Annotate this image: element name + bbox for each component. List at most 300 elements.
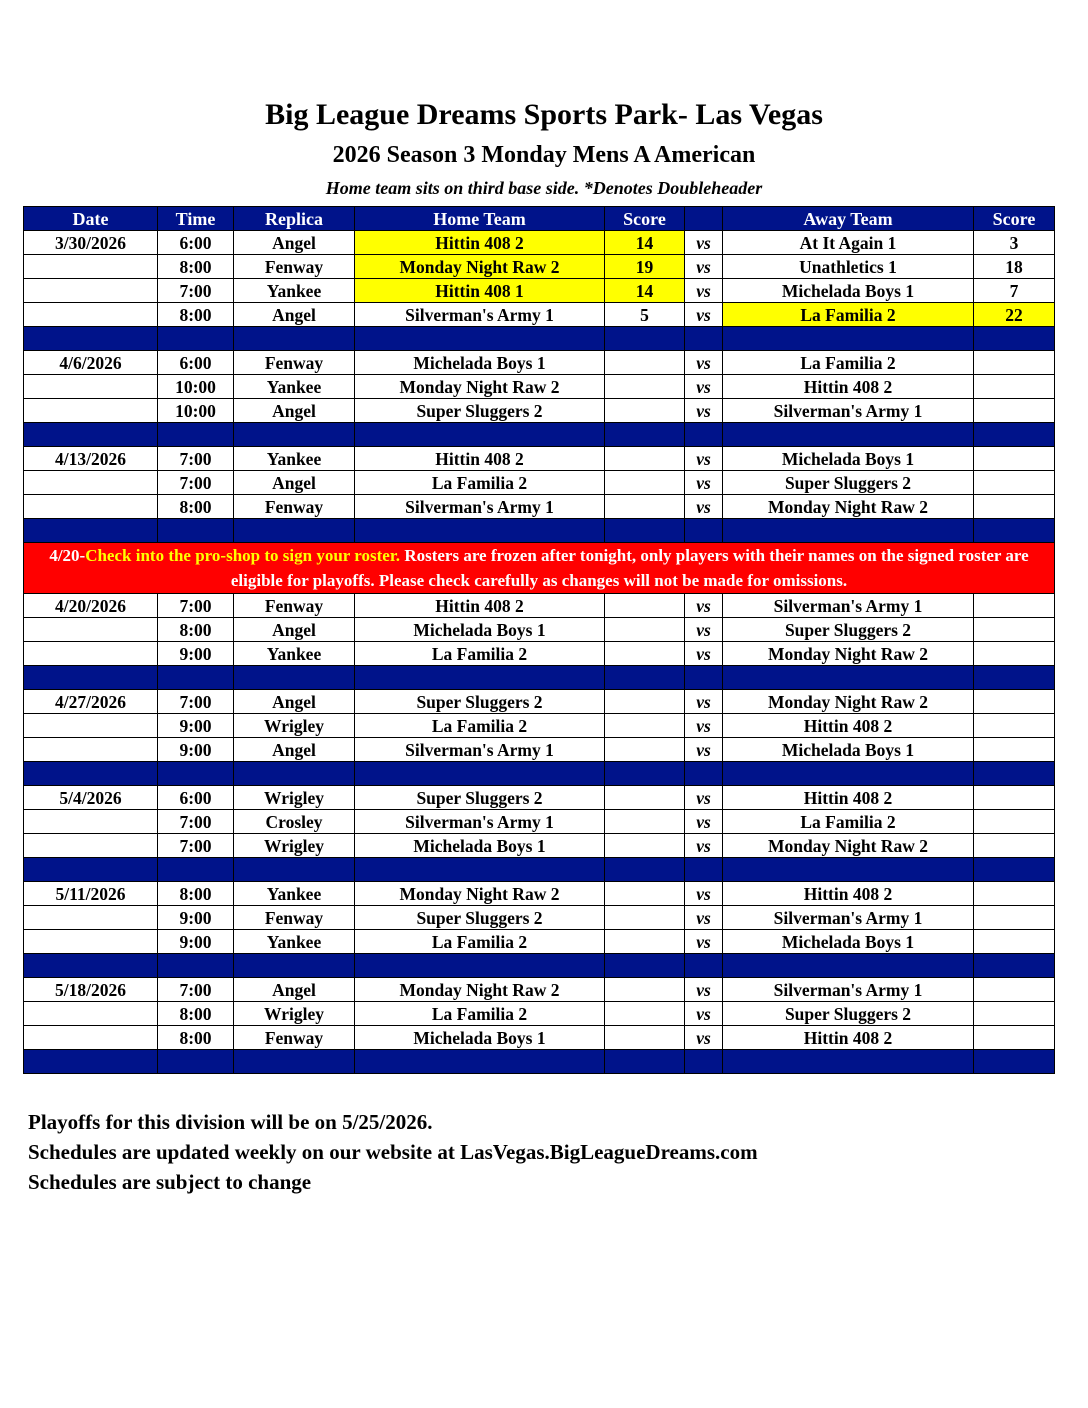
game-time: 7:00: [158, 447, 234, 471]
divider-cell: [685, 762, 723, 786]
game-row: [24, 255, 1055, 279]
divider-cell: [974, 519, 1055, 543]
home-team: La Familia 2: [355, 714, 605, 738]
home-score: 19: [605, 255, 685, 279]
divider-cell: [24, 327, 158, 351]
away-score: [974, 351, 1055, 375]
away-score: [974, 495, 1055, 519]
week-divider-row: [24, 423, 1055, 447]
divider-cell: [685, 858, 723, 882]
away-team: At It Again 1: [723, 231, 974, 255]
away-score: [974, 642, 1055, 666]
vs-label: vs: [685, 834, 723, 858]
away-score: [974, 714, 1055, 738]
divider-cell: [355, 954, 605, 978]
game-row: [24, 690, 1055, 714]
game-row: [24, 978, 1055, 1002]
divider-cell: [24, 519, 158, 543]
game-date: [24, 375, 158, 399]
divider-cell: [158, 519, 234, 543]
divider-cell: [24, 423, 158, 447]
game-time: 9:00: [158, 714, 234, 738]
vs-label: vs: [685, 786, 723, 810]
game-row: [24, 786, 1055, 810]
home-score: [605, 399, 685, 423]
home-score: [605, 642, 685, 666]
divider-cell: [158, 954, 234, 978]
away-team: Michelada Boys 1: [723, 279, 974, 303]
game-field: Angel: [234, 231, 355, 255]
divider-cell: [355, 762, 605, 786]
vs-label: vs: [685, 279, 723, 303]
game-field: Yankee: [234, 279, 355, 303]
away-team: Silverman's Army 1: [723, 399, 974, 423]
vs-label: vs: [685, 471, 723, 495]
away-score: [974, 618, 1055, 642]
home-team: Michelada Boys 1: [355, 834, 605, 858]
game-time: 8:00: [158, 882, 234, 906]
divider-cell: [355, 519, 605, 543]
week-divider-row: [24, 858, 1055, 882]
game-time: 8:00: [158, 303, 234, 327]
game-date: [24, 930, 158, 954]
away-team: Hittin 408 2: [723, 786, 974, 810]
game-field: Angel: [234, 618, 355, 642]
game-row: [24, 834, 1055, 858]
home-score: 14: [605, 231, 685, 255]
home-score: 5: [605, 303, 685, 327]
game-time: 9:00: [158, 738, 234, 762]
divider-cell: [605, 762, 685, 786]
away-team: Monday Night Raw 2: [723, 834, 974, 858]
away-score: [974, 786, 1055, 810]
away-team: La Familia 2: [723, 810, 974, 834]
home-score: [605, 594, 685, 618]
week-divider-row: [24, 666, 1055, 690]
away-team: Silverman's Army 1: [723, 906, 974, 930]
game-row: [24, 279, 1055, 303]
away-score: [974, 447, 1055, 471]
divider-cell: [355, 666, 605, 690]
away-score: [974, 399, 1055, 423]
game-date: 4/13/2026: [24, 447, 158, 471]
col-header-vs: [685, 207, 723, 231]
home-score: [605, 978, 685, 1002]
divider-cell: [158, 327, 234, 351]
vs-label: vs: [685, 642, 723, 666]
game-field: Yankee: [234, 375, 355, 399]
away-score: 18: [974, 255, 1055, 279]
game-date: 5/11/2026: [24, 882, 158, 906]
game-field: Fenway: [234, 594, 355, 618]
divider-cell: [605, 858, 685, 882]
vs-label: vs: [685, 618, 723, 642]
home-team: Hittin 408 2: [355, 231, 605, 255]
home-score: [605, 810, 685, 834]
home-team: La Familia 2: [355, 471, 605, 495]
home-score: [605, 882, 685, 906]
home-score: [605, 834, 685, 858]
away-score: 3: [974, 231, 1055, 255]
home-team: Michelada Boys 1: [355, 351, 605, 375]
col-header-replica: Replica: [234, 207, 355, 231]
divider-cell: [723, 327, 974, 351]
game-time: 8:00: [158, 1026, 234, 1050]
divider-cell: [234, 666, 355, 690]
vs-label: vs: [685, 810, 723, 834]
divider-cell: [234, 1050, 355, 1074]
schedule-body: [24, 231, 1055, 1074]
game-date: [24, 471, 158, 495]
game-date: [24, 618, 158, 642]
game-field: Wrigley: [234, 834, 355, 858]
game-row: [24, 810, 1055, 834]
home-team: Super Sluggers 2: [355, 786, 605, 810]
home-score: [605, 351, 685, 375]
away-score: [974, 1026, 1055, 1050]
game-time: 8:00: [158, 495, 234, 519]
week-divider-row: [24, 1050, 1055, 1074]
game-field: Wrigley: [234, 714, 355, 738]
vs-label: vs: [685, 1002, 723, 1026]
home-team: Super Sluggers 2: [355, 399, 605, 423]
vs-label: vs: [685, 690, 723, 714]
game-field: Wrigley: [234, 1002, 355, 1026]
game-time: 7:00: [158, 834, 234, 858]
away-score: [974, 834, 1055, 858]
footer-website: Schedules are updated weekly on our website at LasVegas.BigLeagueDreams.com: [28, 1140, 758, 1164]
vs-label: vs: [685, 351, 723, 375]
home-team: La Familia 2: [355, 1002, 605, 1026]
away-score: [974, 882, 1055, 906]
away-score: [974, 471, 1055, 495]
game-field: Fenway: [234, 1026, 355, 1050]
divider-cell: [974, 1050, 1055, 1074]
game-row: [24, 930, 1055, 954]
vs-label: vs: [685, 978, 723, 1002]
divider-cell: [723, 858, 974, 882]
home-score: 14: [605, 279, 685, 303]
away-score: [974, 1002, 1055, 1026]
roster-notice-row: [24, 543, 1055, 594]
game-row: [24, 1002, 1055, 1026]
game-date: 4/27/2026: [24, 690, 158, 714]
home-team: Monday Night Raw 2: [355, 375, 605, 399]
divider-cell: [158, 666, 234, 690]
game-row: [24, 1026, 1055, 1050]
notice-highlight: Check into the pro-shop to sign your roster.: [85, 546, 401, 565]
game-date: [24, 642, 158, 666]
vs-label: vs: [685, 714, 723, 738]
vs-label: vs: [685, 882, 723, 906]
vs-label: vs: [685, 399, 723, 423]
game-field: Fenway: [234, 351, 355, 375]
game-time: 6:00: [158, 351, 234, 375]
game-time: 7:00: [158, 594, 234, 618]
home-team: Silverman's Army 1: [355, 738, 605, 762]
divider-cell: [158, 423, 234, 447]
game-date: [24, 714, 158, 738]
vs-label: vs: [685, 738, 723, 762]
game-time: 10:00: [158, 399, 234, 423]
game-date: [24, 303, 158, 327]
divider-cell: [723, 954, 974, 978]
game-row: [24, 618, 1055, 642]
game-date: [24, 738, 158, 762]
game-row: [24, 714, 1055, 738]
week-divider-row: [24, 327, 1055, 351]
footer-playoffs: Playoffs for this division will be on 5/25/2026.: [28, 1110, 433, 1134]
home-team: La Familia 2: [355, 642, 605, 666]
divider-cell: [24, 1050, 158, 1074]
divider-cell: [355, 1050, 605, 1074]
away-team: Super Sluggers 2: [723, 471, 974, 495]
home-team: Silverman's Army 1: [355, 495, 605, 519]
away-team: La Familia 2: [723, 351, 974, 375]
home-score: [605, 471, 685, 495]
divider-cell: [355, 858, 605, 882]
notice-date: 4/20-: [49, 546, 86, 565]
home-team: Hittin 408 2: [355, 447, 605, 471]
divider-cell: [24, 666, 158, 690]
game-time: 8:00: [158, 255, 234, 279]
away-team: Hittin 408 2: [723, 714, 974, 738]
home-team: Silverman's Army 1: [355, 810, 605, 834]
home-team: Silverman's Army 1: [355, 303, 605, 327]
game-row: [24, 882, 1055, 906]
divider-cell: [605, 954, 685, 978]
game-field: Angel: [234, 471, 355, 495]
divider-cell: [605, 327, 685, 351]
col-header-date: Date: [24, 207, 158, 231]
home-team: Super Sluggers 2: [355, 690, 605, 714]
game-time: 9:00: [158, 642, 234, 666]
divider-cell: [158, 762, 234, 786]
vs-label: vs: [685, 930, 723, 954]
divider-cell: [685, 1050, 723, 1074]
home-score: [605, 495, 685, 519]
game-date: 4/20/2026: [24, 594, 158, 618]
divider-cell: [685, 519, 723, 543]
divider-cell: [234, 423, 355, 447]
divider-cell: [685, 954, 723, 978]
divider-cell: [24, 762, 158, 786]
game-date: [24, 255, 158, 279]
divider-cell: [234, 954, 355, 978]
away-score: 7: [974, 279, 1055, 303]
game-row: [24, 303, 1055, 327]
away-score: [974, 375, 1055, 399]
page-title: Big League Dreams Sports Park- Las Vegas: [265, 98, 823, 131]
home-score: [605, 375, 685, 399]
roster-notice: [24, 543, 1055, 594]
divider-cell: [974, 666, 1055, 690]
game-field: Wrigley: [234, 786, 355, 810]
divider-cell: [974, 858, 1055, 882]
away-team: Hittin 408 2: [723, 375, 974, 399]
vs-label: vs: [685, 303, 723, 327]
away-team: Michelada Boys 1: [723, 447, 974, 471]
game-field: Yankee: [234, 447, 355, 471]
divider-cell: [24, 954, 158, 978]
week-divider-row: [24, 954, 1055, 978]
vs-label: vs: [685, 1026, 723, 1050]
divider-cell: [234, 858, 355, 882]
game-date: [24, 810, 158, 834]
away-team: Hittin 408 2: [723, 1026, 974, 1050]
game-time: 8:00: [158, 618, 234, 642]
game-time: 6:00: [158, 231, 234, 255]
game-field: Fenway: [234, 495, 355, 519]
home-team: Monday Night Raw 2: [355, 978, 605, 1002]
game-field: Crosley: [234, 810, 355, 834]
game-row: [24, 231, 1055, 255]
away-team: Monday Night Raw 2: [723, 495, 974, 519]
game-row: [24, 399, 1055, 423]
game-time: 10:00: [158, 375, 234, 399]
home-score: [605, 1002, 685, 1026]
schedule-table: [23, 206, 1055, 1074]
col-header-away-score: Score: [974, 207, 1055, 231]
col-header-away-team: Away Team: [723, 207, 974, 231]
divider-cell: [355, 423, 605, 447]
away-team: Unathletics 1: [723, 255, 974, 279]
game-time: 7:00: [158, 810, 234, 834]
game-date: [24, 279, 158, 303]
game-row: [24, 594, 1055, 618]
game-time: 7:00: [158, 471, 234, 495]
away-team: Super Sluggers 2: [723, 1002, 974, 1026]
away-score: [974, 738, 1055, 762]
divider-cell: [723, 1050, 974, 1074]
away-score: [974, 978, 1055, 1002]
footer-disclaimer: Schedules are subject to change: [28, 1170, 312, 1194]
home-score: [605, 906, 685, 930]
divider-cell: [24, 858, 158, 882]
game-row: [24, 642, 1055, 666]
game-row: [24, 495, 1055, 519]
game-time: 7:00: [158, 978, 234, 1002]
divider-cell: [605, 666, 685, 690]
col-header-home-score: Score: [605, 207, 685, 231]
away-score: [974, 810, 1055, 834]
home-team: Hittin 408 2: [355, 594, 605, 618]
game-field: Angel: [234, 303, 355, 327]
home-team: La Familia 2: [355, 930, 605, 954]
notice-text: Rosters are frozen after tonight, only players with their names on the signed roster are eligible for playoffs. Please check carefully as changes will not be made for omissions.: [230, 546, 1029, 590]
page-subtitle: 2026 Season 3 Monday Mens A American: [332, 142, 756, 168]
home-score: [605, 738, 685, 762]
away-team: Monday Night Raw 2: [723, 690, 974, 714]
away-team: Monday Night Raw 2: [723, 642, 974, 666]
away-team: Michelada Boys 1: [723, 930, 974, 954]
game-field: Yankee: [234, 930, 355, 954]
home-team: Michelada Boys 1: [355, 618, 605, 642]
home-team: Monday Night Raw 2: [355, 255, 605, 279]
game-time: 6:00: [158, 786, 234, 810]
divider-cell: [974, 423, 1055, 447]
divider-cell: [685, 327, 723, 351]
game-row: [24, 471, 1055, 495]
divider-cell: [158, 1050, 234, 1074]
game-date: [24, 906, 158, 930]
home-team: Hittin 408 1: [355, 279, 605, 303]
divider-cell: [605, 423, 685, 447]
vs-label: vs: [685, 255, 723, 279]
game-field: Fenway: [234, 255, 355, 279]
vs-label: vs: [685, 375, 723, 399]
game-field: Angel: [234, 978, 355, 1002]
vs-label: vs: [685, 231, 723, 255]
divider-cell: [723, 423, 974, 447]
away-score: 22: [974, 303, 1055, 327]
away-team: La Familia 2: [723, 303, 974, 327]
game-time: 8:00: [158, 1002, 234, 1026]
game-date: [24, 399, 158, 423]
home-score: [605, 930, 685, 954]
divider-cell: [234, 519, 355, 543]
vs-label: vs: [685, 495, 723, 519]
home-score: [605, 618, 685, 642]
game-time: 7:00: [158, 279, 234, 303]
game-row: [24, 351, 1055, 375]
divider-cell: [723, 762, 974, 786]
game-time: 9:00: [158, 930, 234, 954]
away-team: Silverman's Army 1: [723, 978, 974, 1002]
game-field: Fenway: [234, 906, 355, 930]
divider-cell: [158, 858, 234, 882]
divider-cell: [355, 327, 605, 351]
game-date: [24, 1002, 158, 1026]
divider-cell: [685, 666, 723, 690]
home-score: [605, 1026, 685, 1050]
game-field: Angel: [234, 690, 355, 714]
game-field: Yankee: [234, 642, 355, 666]
divider-cell: [723, 519, 974, 543]
vs-label: vs: [685, 906, 723, 930]
game-time: 9:00: [158, 906, 234, 930]
home-team: Super Sluggers 2: [355, 906, 605, 930]
away-score: [974, 594, 1055, 618]
divider-cell: [605, 519, 685, 543]
game-date: 3/30/2026: [24, 231, 158, 255]
game-row: [24, 738, 1055, 762]
away-score: [974, 906, 1055, 930]
away-score: [974, 690, 1055, 714]
game-date: 5/18/2026: [24, 978, 158, 1002]
away-team: Hittin 408 2: [723, 882, 974, 906]
col-header-home-team: Home Team: [355, 207, 605, 231]
divider-cell: [685, 423, 723, 447]
game-row: [24, 906, 1055, 930]
away-team: Super Sluggers 2: [723, 618, 974, 642]
home-score: [605, 690, 685, 714]
away-team: Silverman's Army 1: [723, 594, 974, 618]
game-date: [24, 834, 158, 858]
divider-cell: [974, 327, 1055, 351]
away-team: Michelada Boys 1: [723, 738, 974, 762]
home-team: Monday Night Raw 2: [355, 882, 605, 906]
divider-cell: [974, 762, 1055, 786]
vs-label: vs: [685, 594, 723, 618]
home-team: Michelada Boys 1: [355, 1026, 605, 1050]
week-divider-row: [24, 762, 1055, 786]
divider-cell: [234, 327, 355, 351]
schedule-note: Home team sits on third base side. *Denotes Doubleheader: [325, 178, 763, 198]
divider-cell: [974, 954, 1055, 978]
game-date: 5/4/2026: [24, 786, 158, 810]
footer-notes: [28, 1107, 758, 1197]
